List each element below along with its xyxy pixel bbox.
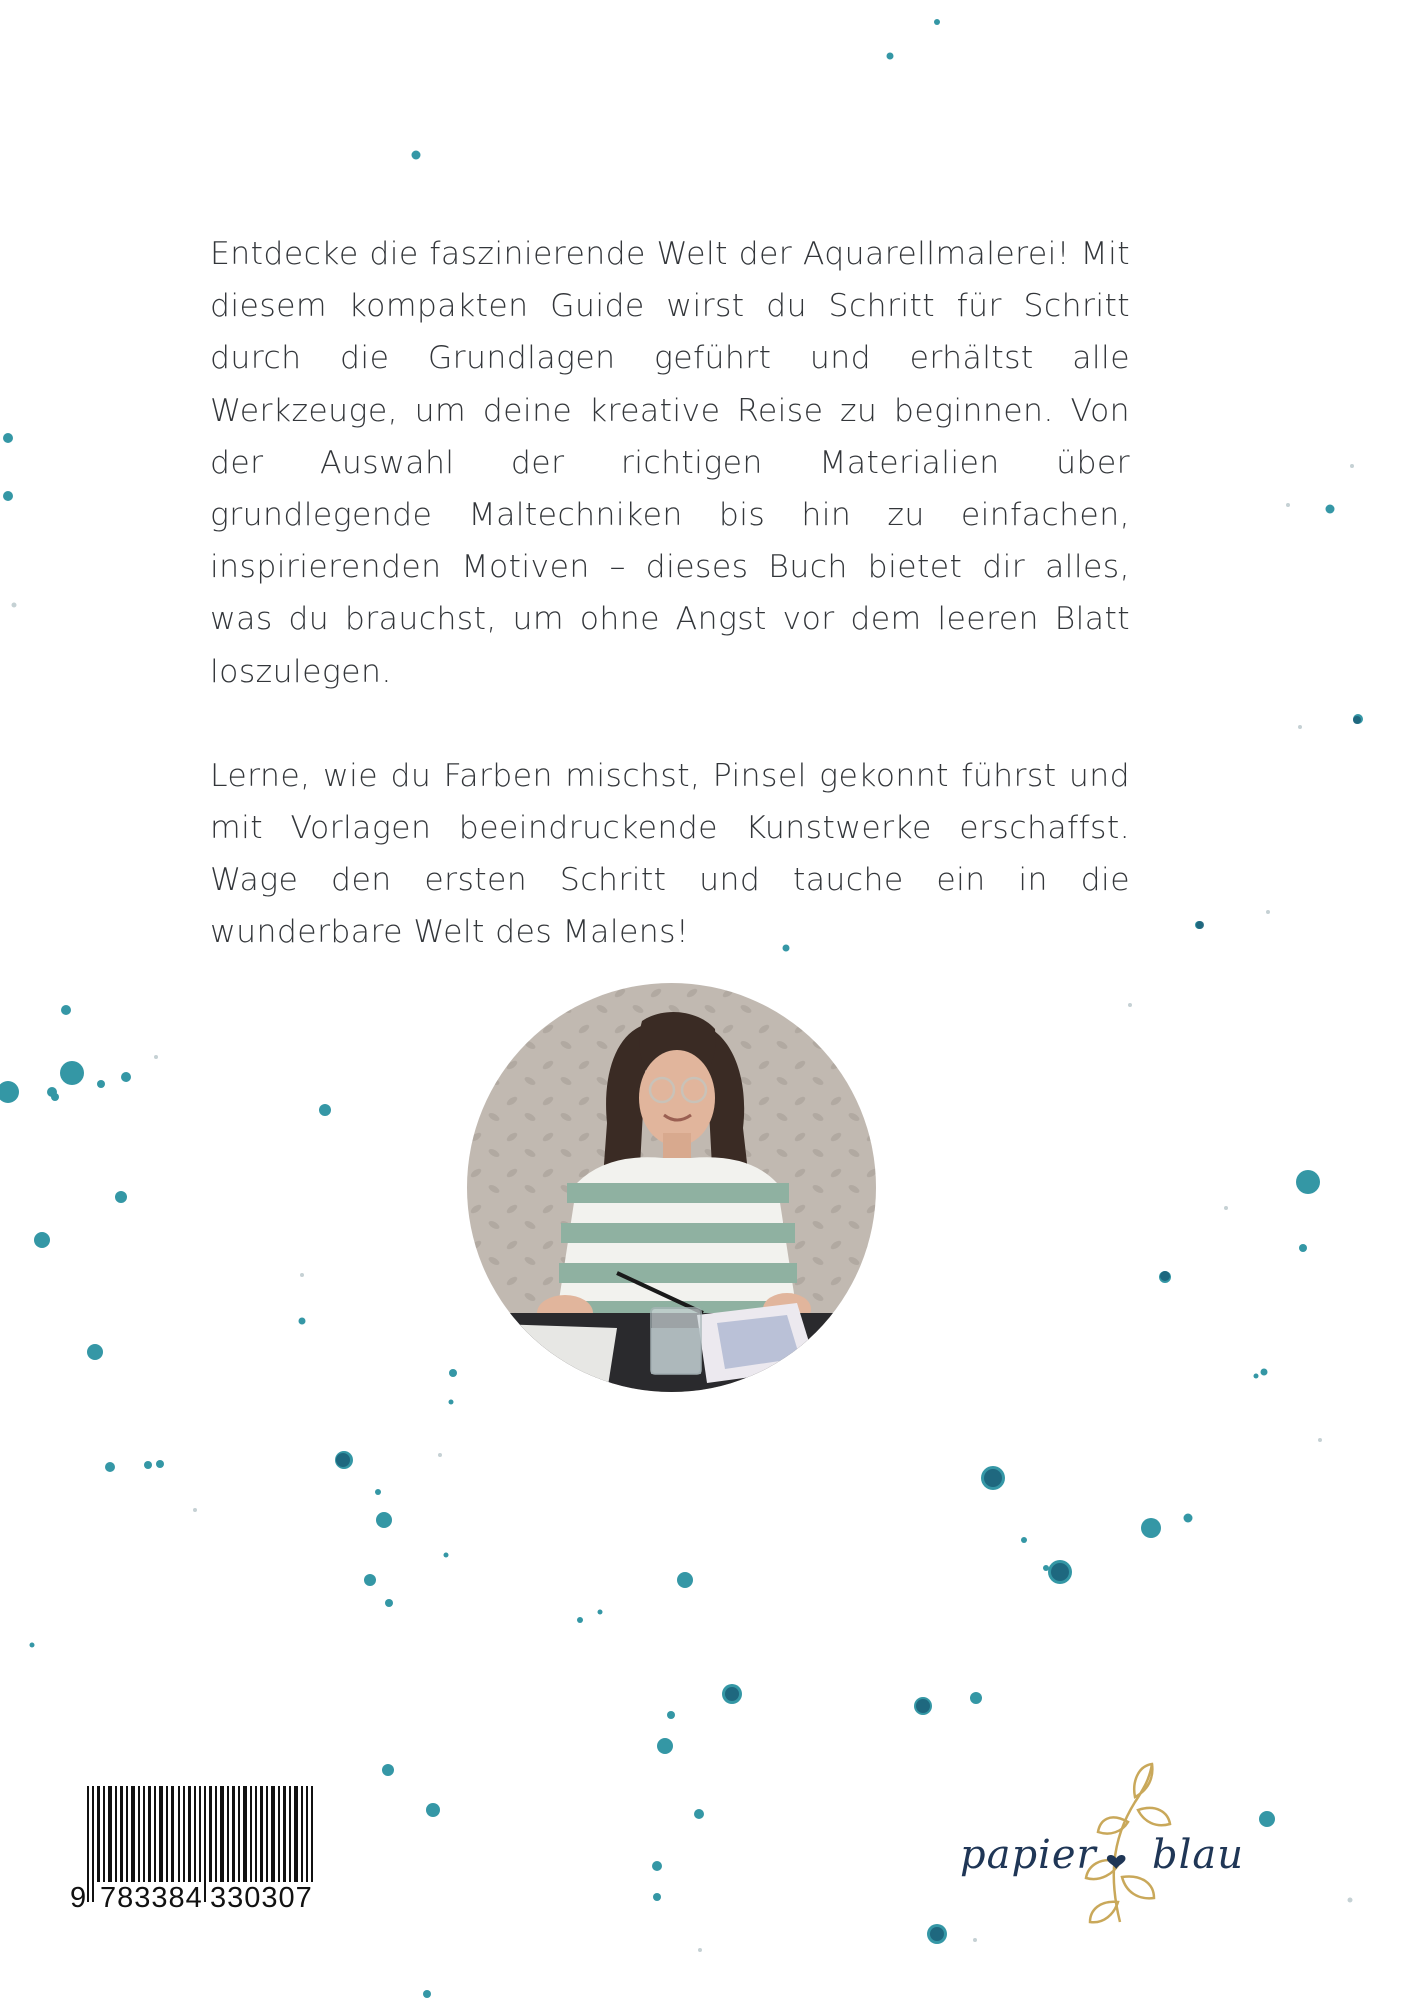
back-cover-blurb	[210, 228, 1130, 1011]
barcode-right-group: 330307	[210, 1882, 313, 1914]
blurb-paragraph-1: Entdecke die faszinierende Welt der Aquarellmalerei! Mit diesem kompakten Guide wirst du Schritt für Schritt durch die Grundlagen geführt und erhältst alle Werkzeuge, um deine kreative Reise zu beginnen. Von der Auswahl der richtigen Materialien über grundlegende Maltechniken bis hin zu einfachen, inspirierenden Motiven – dieses Buch bietet dir alles, was du brauchst, um ohne Angst vor dem leeren Blatt loszulegen.	[210, 236, 1130, 690]
logo-word-blau: blau	[1152, 1832, 1245, 1878]
barcode-lead-digit: 9	[70, 1882, 87, 1914]
author-photo	[467, 983, 876, 1392]
publisher-logo	[960, 1752, 1280, 1932]
isbn-barcode	[68, 1786, 368, 1916]
barcode-left-group: 783384	[100, 1882, 203, 1914]
blurb-paragraph-2: Lerne, wie du Farben mischst, Pinsel gekonnt führst und mit Vorlagen beeindruckende Kunstwerke erschaffst. Wage den ersten Schritt und tauche ein in die wunderbare Welt des Malens!	[210, 757, 1130, 951]
logo-word-papier: papier	[960, 1832, 1097, 1878]
